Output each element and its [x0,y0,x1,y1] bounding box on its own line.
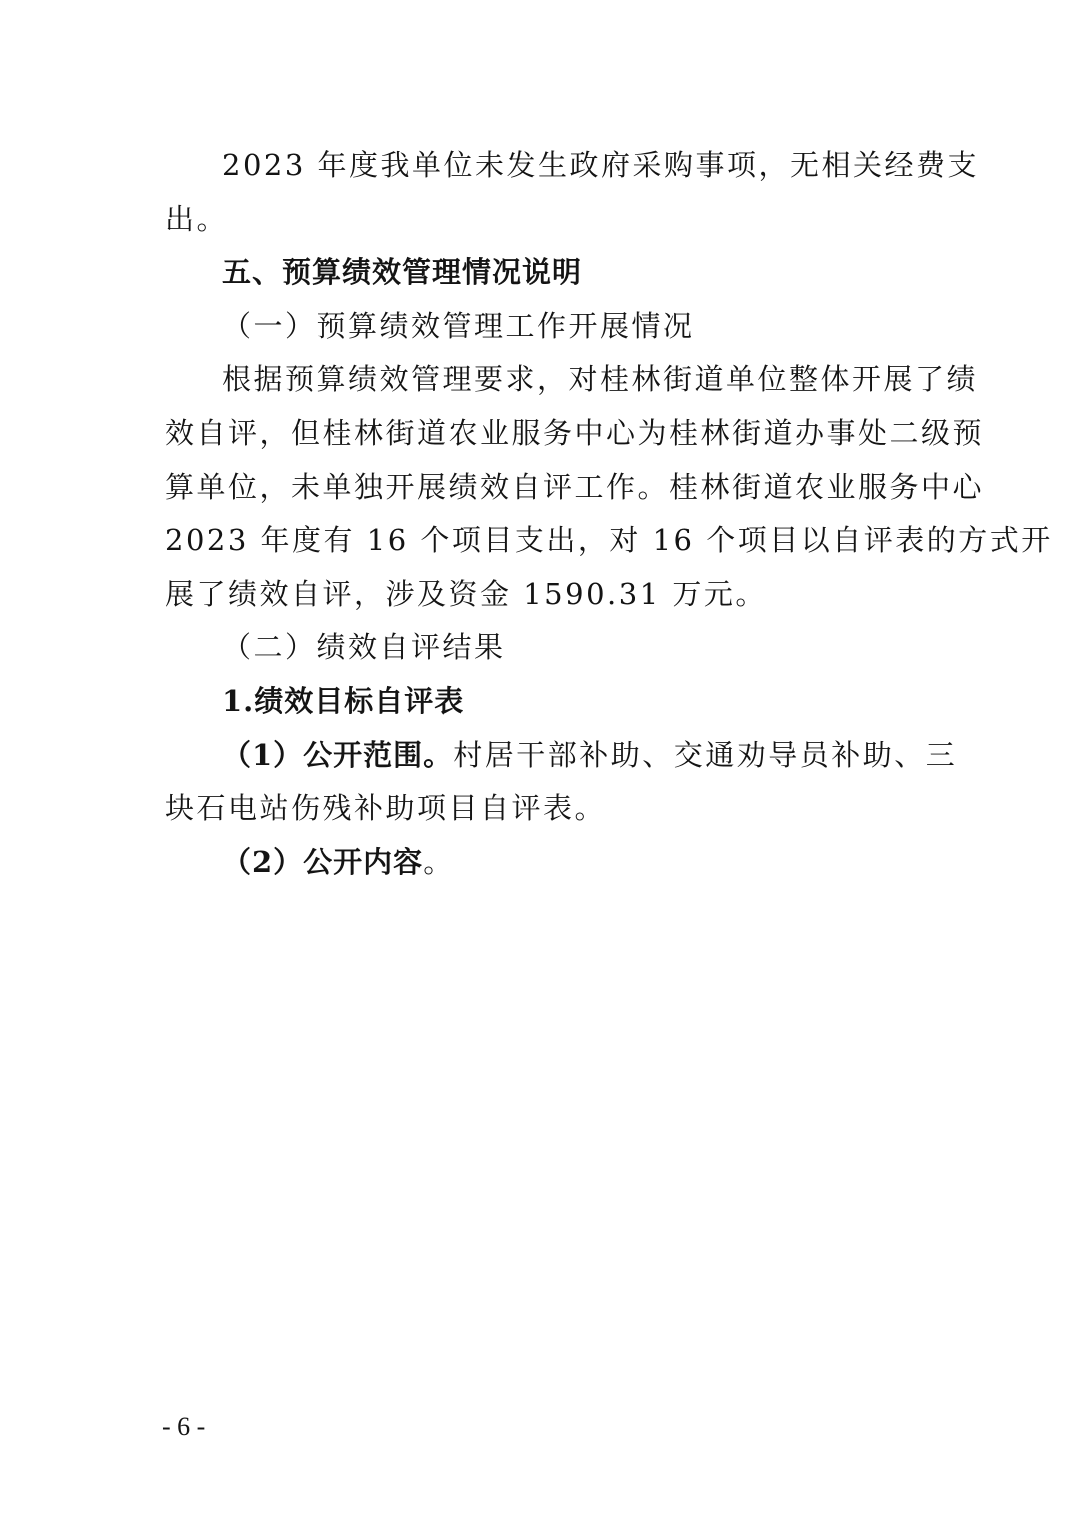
performance-line-3: 算单位，未单独开展绩效自评工作。桂林街道农业服务中心 [165,470,985,504]
content-label: （2）公开内容 [222,845,424,879]
content-end: 。 [423,845,455,879]
section-heading: 五、预算绩效管理情况说明 [222,255,583,289]
scope-line-1 [222,735,958,775]
performance-line-4: 2023 年度有 16 个项目支出，对 16 个项目以自评表的方式开 [165,523,1053,557]
scope-label: （1）公开范围。 [222,738,454,772]
performance-line-5: 展了绩效自评，涉及资金 1590.31 万元。 [165,577,767,611]
content-line [222,842,915,882]
scope-text: 村居干部补助、交通劝导员补助、三 [453,738,958,772]
subsection-1-heading: （一）预算绩效管理工作开展情况 [222,309,695,343]
item-1-heading: 1.绩效目标自评表 [222,684,465,718]
performance-line-2: 效自评，但桂林街道农业服务中心为桂林街道办事处二级预 [165,416,985,450]
scope-line-2: 块石电站伤残补助项目自评表。 [165,791,607,825]
page-number: - 6 - [162,1412,206,1441]
procurement-line-1: 2023 年度我单位未发生政府采购事项，无相关经费支 [222,148,980,182]
procurement-line-2: 出。 [165,202,229,236]
subsection-2-heading: （二）绩效自评结果 [222,630,506,664]
performance-line-1: 根据预算绩效管理要求，对桂林街道单位整体开展了绩 [222,362,979,396]
